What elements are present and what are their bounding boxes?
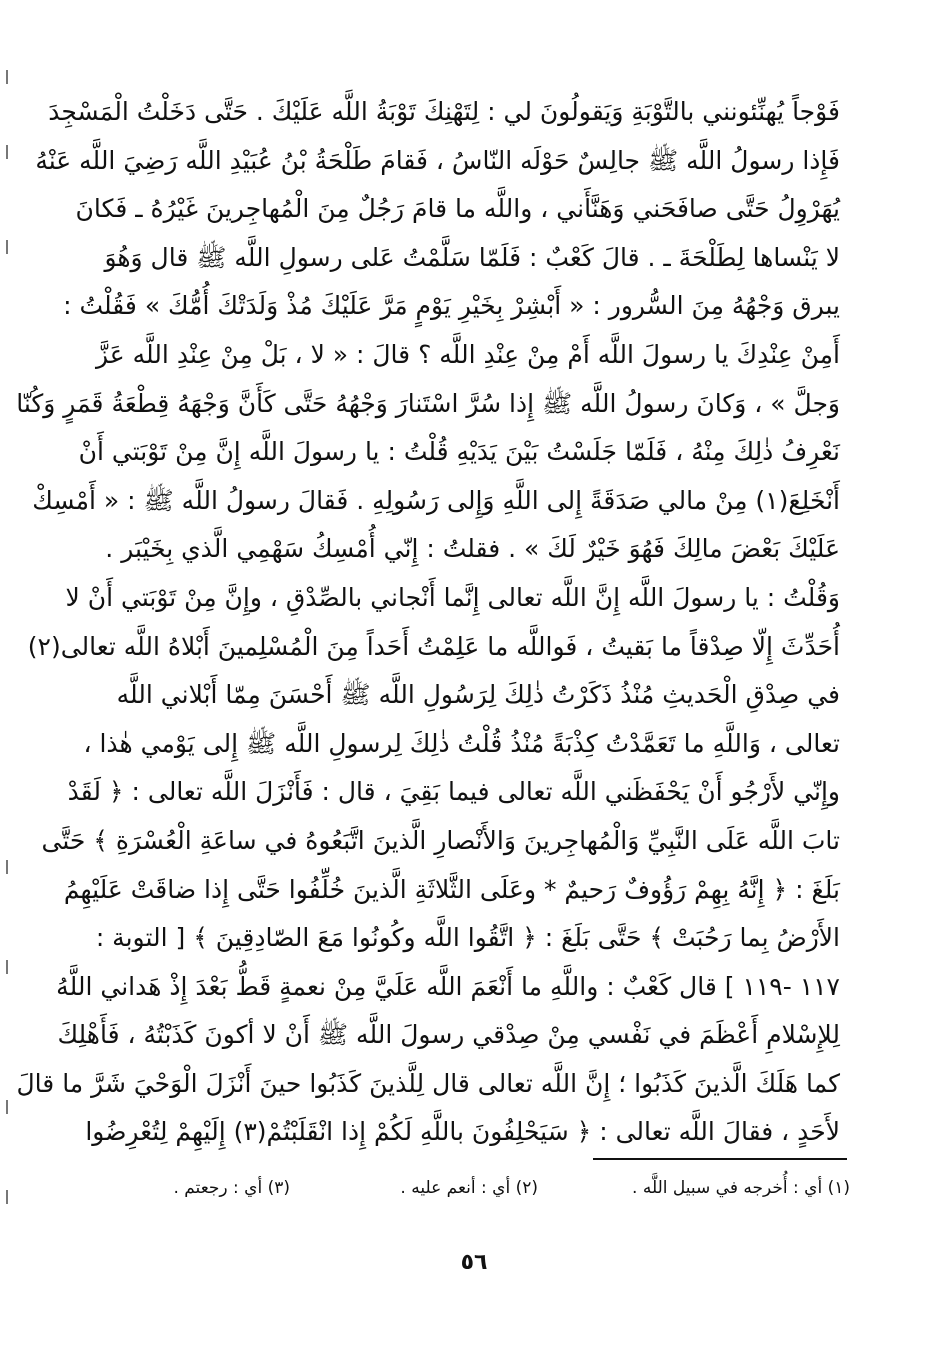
page-number: ٥٦ bbox=[460, 1250, 488, 1275]
text-line: وإِنّي لأَرْجُو أَنْ يَحْفَظَني اللَّه تعالى فيما بَقِيَ ، قال : فَأَنْزَلَ اللَّه تعالى : ﴿ لَقَدْ bbox=[67, 777, 840, 807]
text-line: فَوْجاً يُهنِّئونني بالتَّوْبَةِ وَيَقولُونَ لي : لِتَهْنِكَ تَوْبَةُ اللَّه عَلَيْكَ . حَتَّى دَخَلْتُ الْمَسْجِدَ bbox=[48, 97, 840, 126]
text-line: ١١٧ -١١٩ ] قال كَعْبٌ : واللَّهِ ما أَنْعَمَ اللَّه عَلَيَّ مِنْ نعمةٍ قَطُّ بَعْدَ إِذْ هَداني اللَّهُ bbox=[56, 971, 840, 1001]
text-line: أُحَدِّثَ إِلّا صِدْقاً ما بَقيتُ ، فَواللَّه ما عَلِمْتُ أَحَداً مِنَ الْمُسْلِمينَ أَبْلاهُ اللَّه تعالى(٢) bbox=[27, 631, 840, 661]
text-line: لأَحَدٍ ، فقالَ اللَّه تعالى : ﴿ سَيَحْلِفُونَ باللَّهِ لَكُمْ إِذا انْقَلَبْتُمْ(٣) إِلَيْهِمْ لِتُعْرِضُوا bbox=[85, 1117, 840, 1147]
text-line: عَلَيْكَ بَعْضَ مالِكَ فَهُوَ خَيْرٌ لَكَ » . فقلتُ : إِنّي أُمْسِكُ سَهْمِي الَّذي بِخَيْبَر . bbox=[105, 534, 840, 564]
footnote-2: (٢) أي : أنعم عليه . bbox=[400, 1178, 538, 1198]
text-line: في صِدْقِ الْحَديثِ مُنْذُ ذَكَرْتُ ذٰلِكَ لِرَسُولِ اللَّه ﷺ أَحْسَنَ مِمّا أَبْلاني اللَّه bbox=[116, 680, 840, 710]
scan-margin-mark bbox=[6, 860, 8, 874]
footnote-1: (١) أي : أُخرجه في سبيل اللَّه . bbox=[632, 1178, 850, 1198]
scan-margin-mark bbox=[6, 1100, 8, 1114]
footnote-3: (٣) أي : رجعتم . bbox=[173, 1178, 290, 1198]
main-text-block bbox=[16, 88, 840, 1157]
scan-margin-mark bbox=[6, 1190, 8, 1204]
scan-margin-mark bbox=[6, 70, 8, 84]
scan-margin-mark bbox=[6, 960, 8, 974]
text-line: بَلَغَ : ﴿ إِنَّهُ بِهِمْ رَؤُوفٌ رَحيمٌ * وعَلَى الثَّلاثَةِ الَّذينَ خُلِّفُوا حَتَّى إِذا ضاقَتْ عَلَيْهِمُ bbox=[63, 874, 840, 904]
text-line: تابَ اللَّه عَلَى النَّبِيِّ وَالْمُهاجِرينَ وَالأَنْصارِ الَّذينَ اتَّبَعُوهُ في ساعَةِ الْعُسْرَةِ ﴾ حَتَّى bbox=[41, 825, 840, 855]
text-line: الأَرْضُ بِما رَحُبَتْ ﴾ حَتَّى بَلَغَ : ﴿ اتَّقُوا اللَّه وكُونُوا مَعَ الصّادِقِينَ ﴾ [ التوبة : bbox=[95, 923, 840, 953]
text-line: يُهَرْوِلُ حَتَّى صافَحَني وَهَنَّأَني ، واللَّه ما قامَ رَجُلٌ مِنَ الْمُهاجِرينَ غَيْرُهُ ـ فَكانَ bbox=[75, 194, 840, 224]
text-line: لا يَنْساها لِطَلْحَةَ ـ . قالَ كَعْبٌ : فَلَمّا سَلَّمْتُ عَلى رسولِ اللَّه ﷺ قال وَهُوَ bbox=[104, 242, 840, 272]
text-line: يبرق وَجْهُهُ مِنَ السُّرور : « أَبْشِرْ بِخَيْرِ يَوْمٍ مَرَّ عَلَيْكَ مُذْ وَلَدَتْكَ أُمُّكَ » فَقُلْتُ : bbox=[63, 291, 840, 321]
scan-margin-mark bbox=[6, 240, 8, 254]
text-line: وَجلَّ » ، وَكانَ رسولُ اللَّه ﷺ إِذا سُرَّ اسْتَنارَ وَجْهُهُ حَتَّى كَأَنَّ وَجْهَهُ قِطْعَةُ قَمَرٍ وَكُنّا bbox=[16, 388, 840, 418]
text-line: تعالى ، وَاللَّهِ ما تَعَمَّدْتُ كِذْبَةً مُنْذُ قُلْتُ ذٰلِكَ لِرسولِ اللَّه ﷺ إِلى يَوْمي هٰذا ، bbox=[83, 728, 840, 758]
footnote-divider bbox=[593, 1158, 847, 1160]
text-line: فَإِذا رسولُ اللَّه ﷺ جالِسٌ حَوْلَه النّاسُ ، فَقامَ طَلْحَةُ بْنُ عُبَيْدِ اللَّه رَضِيَ اللَّه عَنْهُ bbox=[35, 145, 840, 175]
text-line: لِلإِسْلامِ أَعْظَمَ في نَفْسي مِنْ صِدْقي رسولَ اللَّه ﷺ أَنْ لا أكونَ كَذَبْتُهُ ، فَأَهْلِكَ bbox=[57, 1020, 840, 1050]
text-line: وَقُلْتُ : يا رسولَ اللَّه إِنَّ اللَّه تعالى إِنَّما أَنْجاني بالصِّدْقِ ، وإِنَّ مِنْ تَوْبَتي أَنْ لا bbox=[65, 582, 840, 612]
text-line: كما هَلَكَ الَّذينَ كَذَبُوا ؛ إِنَّ اللَّه تعالى قال لِلَّذينَ كَذَبُوا حينَ أَنْزَلَ الْوَحْيَ شَرَّ ما قالَ bbox=[16, 1068, 840, 1098]
scan-margin-mark bbox=[6, 145, 8, 159]
text-line: نَعْرِفُ ذٰلِكَ مِنْهُ ، فَلَمّا جَلَسْتُ بَيْنَ يَدَيْهِ قُلْتُ : يا رسولَ اللَّه إِنَّ مِنْ تَوْبَتي أَنْ bbox=[78, 437, 840, 467]
text-line: أَمِنْ عِنْدِكَ يا رسولَ اللَّه أَمْ مِنْ عِنْدِ اللَّه ؟ قالَ : « لا ، بَلْ مِنْ عِنْدِ اللَّه عَزَّ bbox=[95, 339, 840, 369]
text-line: أَنْخَلِعَ(١) مِنْ مالي صَدَقَةً إِلى اللَّهِ وَإِلى رَسُولِهِ . فَقالَ رسولُ اللَّه ﷺ : « أَمْسِكْ bbox=[32, 485, 840, 515]
footnotes bbox=[130, 1178, 850, 1212]
